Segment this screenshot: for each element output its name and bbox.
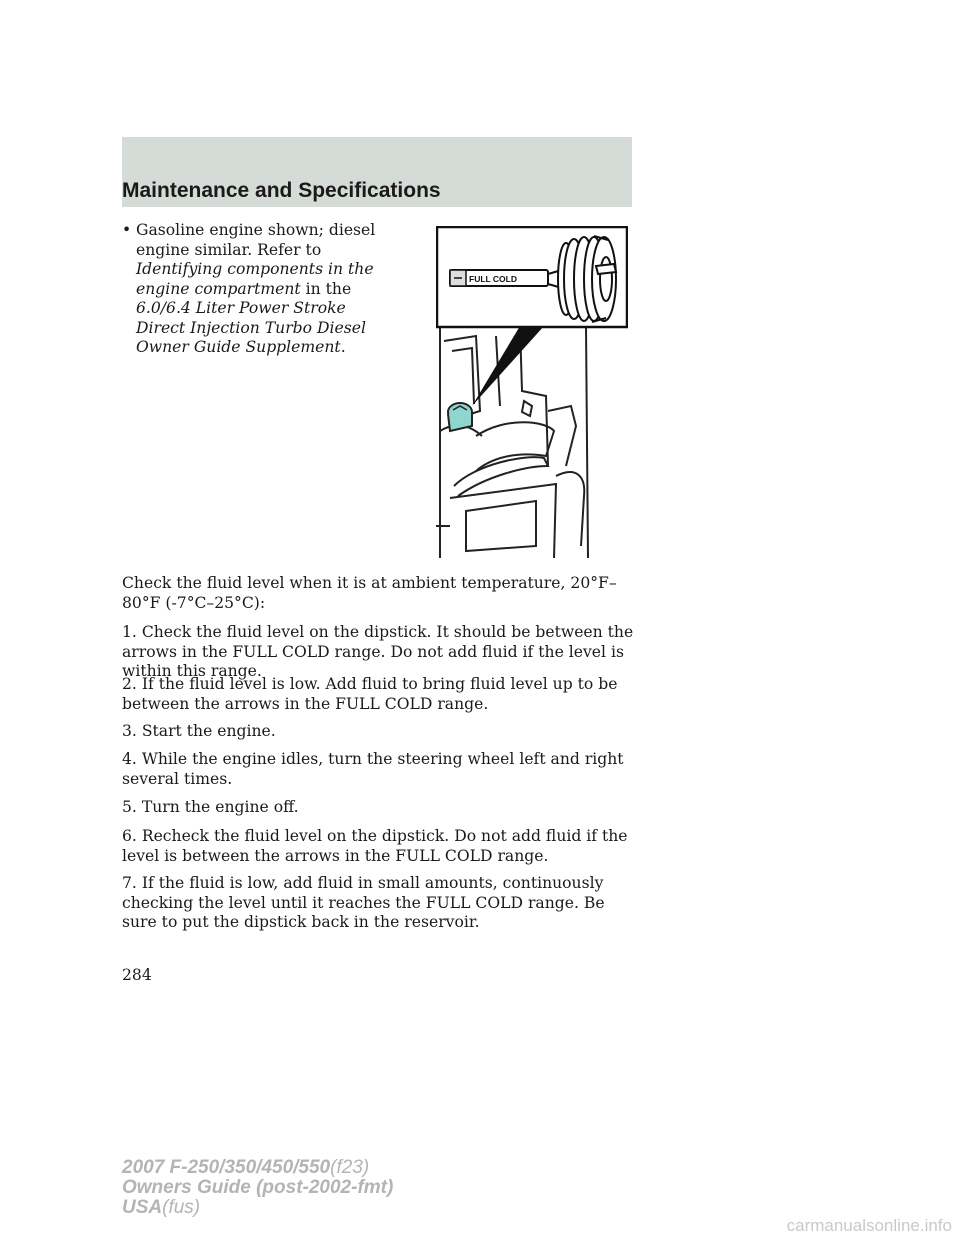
dipstick-cap-drawing [558, 236, 616, 322]
footer-region-code: (fus) [162, 1197, 201, 1218]
bullet-italic-1: Identifying components in the [136, 260, 374, 278]
bullet-italic-5: Owner Guide Supplement [136, 338, 341, 356]
page-number: 284 [122, 966, 152, 984]
bullet-italic-3: 6.0/6.4 Liter Power Stroke [136, 299, 346, 317]
step-7-paragraph: 7. If the fluid is low, add fluid in small amounts, continuously checking the level until it reaches the FULL COLD range. Be sure to put the dipstick back in the reservoir. [122, 874, 605, 931]
ambient-temperature-paragraph: Check the fluid level when it is at ambient temperature, 20°F–80°F (-7°C–25°C): [122, 574, 617, 612]
step-2-paragraph: 2. If the fluid level is low. Add fluid to bring fluid level up to be between the arrows in the FULL COLD range. [122, 675, 618, 713]
bullet-mid-text: in the [300, 279, 352, 298]
bullet-symbol: • [122, 221, 132, 239]
step-4-paragraph: 4. While the engine idles, turn the steering wheel left and right several times. [122, 750, 624, 788]
step-6-paragraph: 6. Recheck the fluid level on the dipstick. Do not add fluid if the level is between the arrows in the FULL COLD range. [122, 827, 628, 865]
dipstick-label: FULL COLD [469, 274, 518, 284]
bullet-line-1: Gasoline engine shown; diesel [136, 221, 376, 239]
watermark: carmanualsonline.info [786, 1216, 952, 1235]
document-footer [122, 1158, 393, 1218]
power-steering-reservoir-illustration [436, 226, 628, 558]
footer-model-code: (f23) [330, 1157, 370, 1178]
step-3-paragraph: 3. Start the engine. [122, 722, 276, 740]
footer-guide: Owners Guide (post-2002-fmt) [122, 1177, 394, 1198]
step-5-paragraph: 5. Turn the engine off. [122, 798, 299, 816]
footer-model: 2007 F-250/350/450/550 [122, 1157, 331, 1178]
bullet-line-2: engine similar. Refer to [136, 240, 322, 259]
bullet-italic-4: Direct Injection Turbo Diesel [136, 318, 366, 337]
bullet-note [122, 221, 422, 358]
section-title: Maintenance and Specifications [122, 179, 441, 202]
step-1-paragraph: 1. Check the fluid level on the dipstick. It should be between the arrows in the FULL COLD range. Do not add fluid if the level is within this range. [122, 623, 634, 680]
bullet-end: . [340, 338, 346, 356]
footer-region: USA [122, 1197, 163, 1218]
dipstick-drawing [450, 270, 562, 288]
bullet-italic-2: engine compartment [136, 279, 301, 298]
